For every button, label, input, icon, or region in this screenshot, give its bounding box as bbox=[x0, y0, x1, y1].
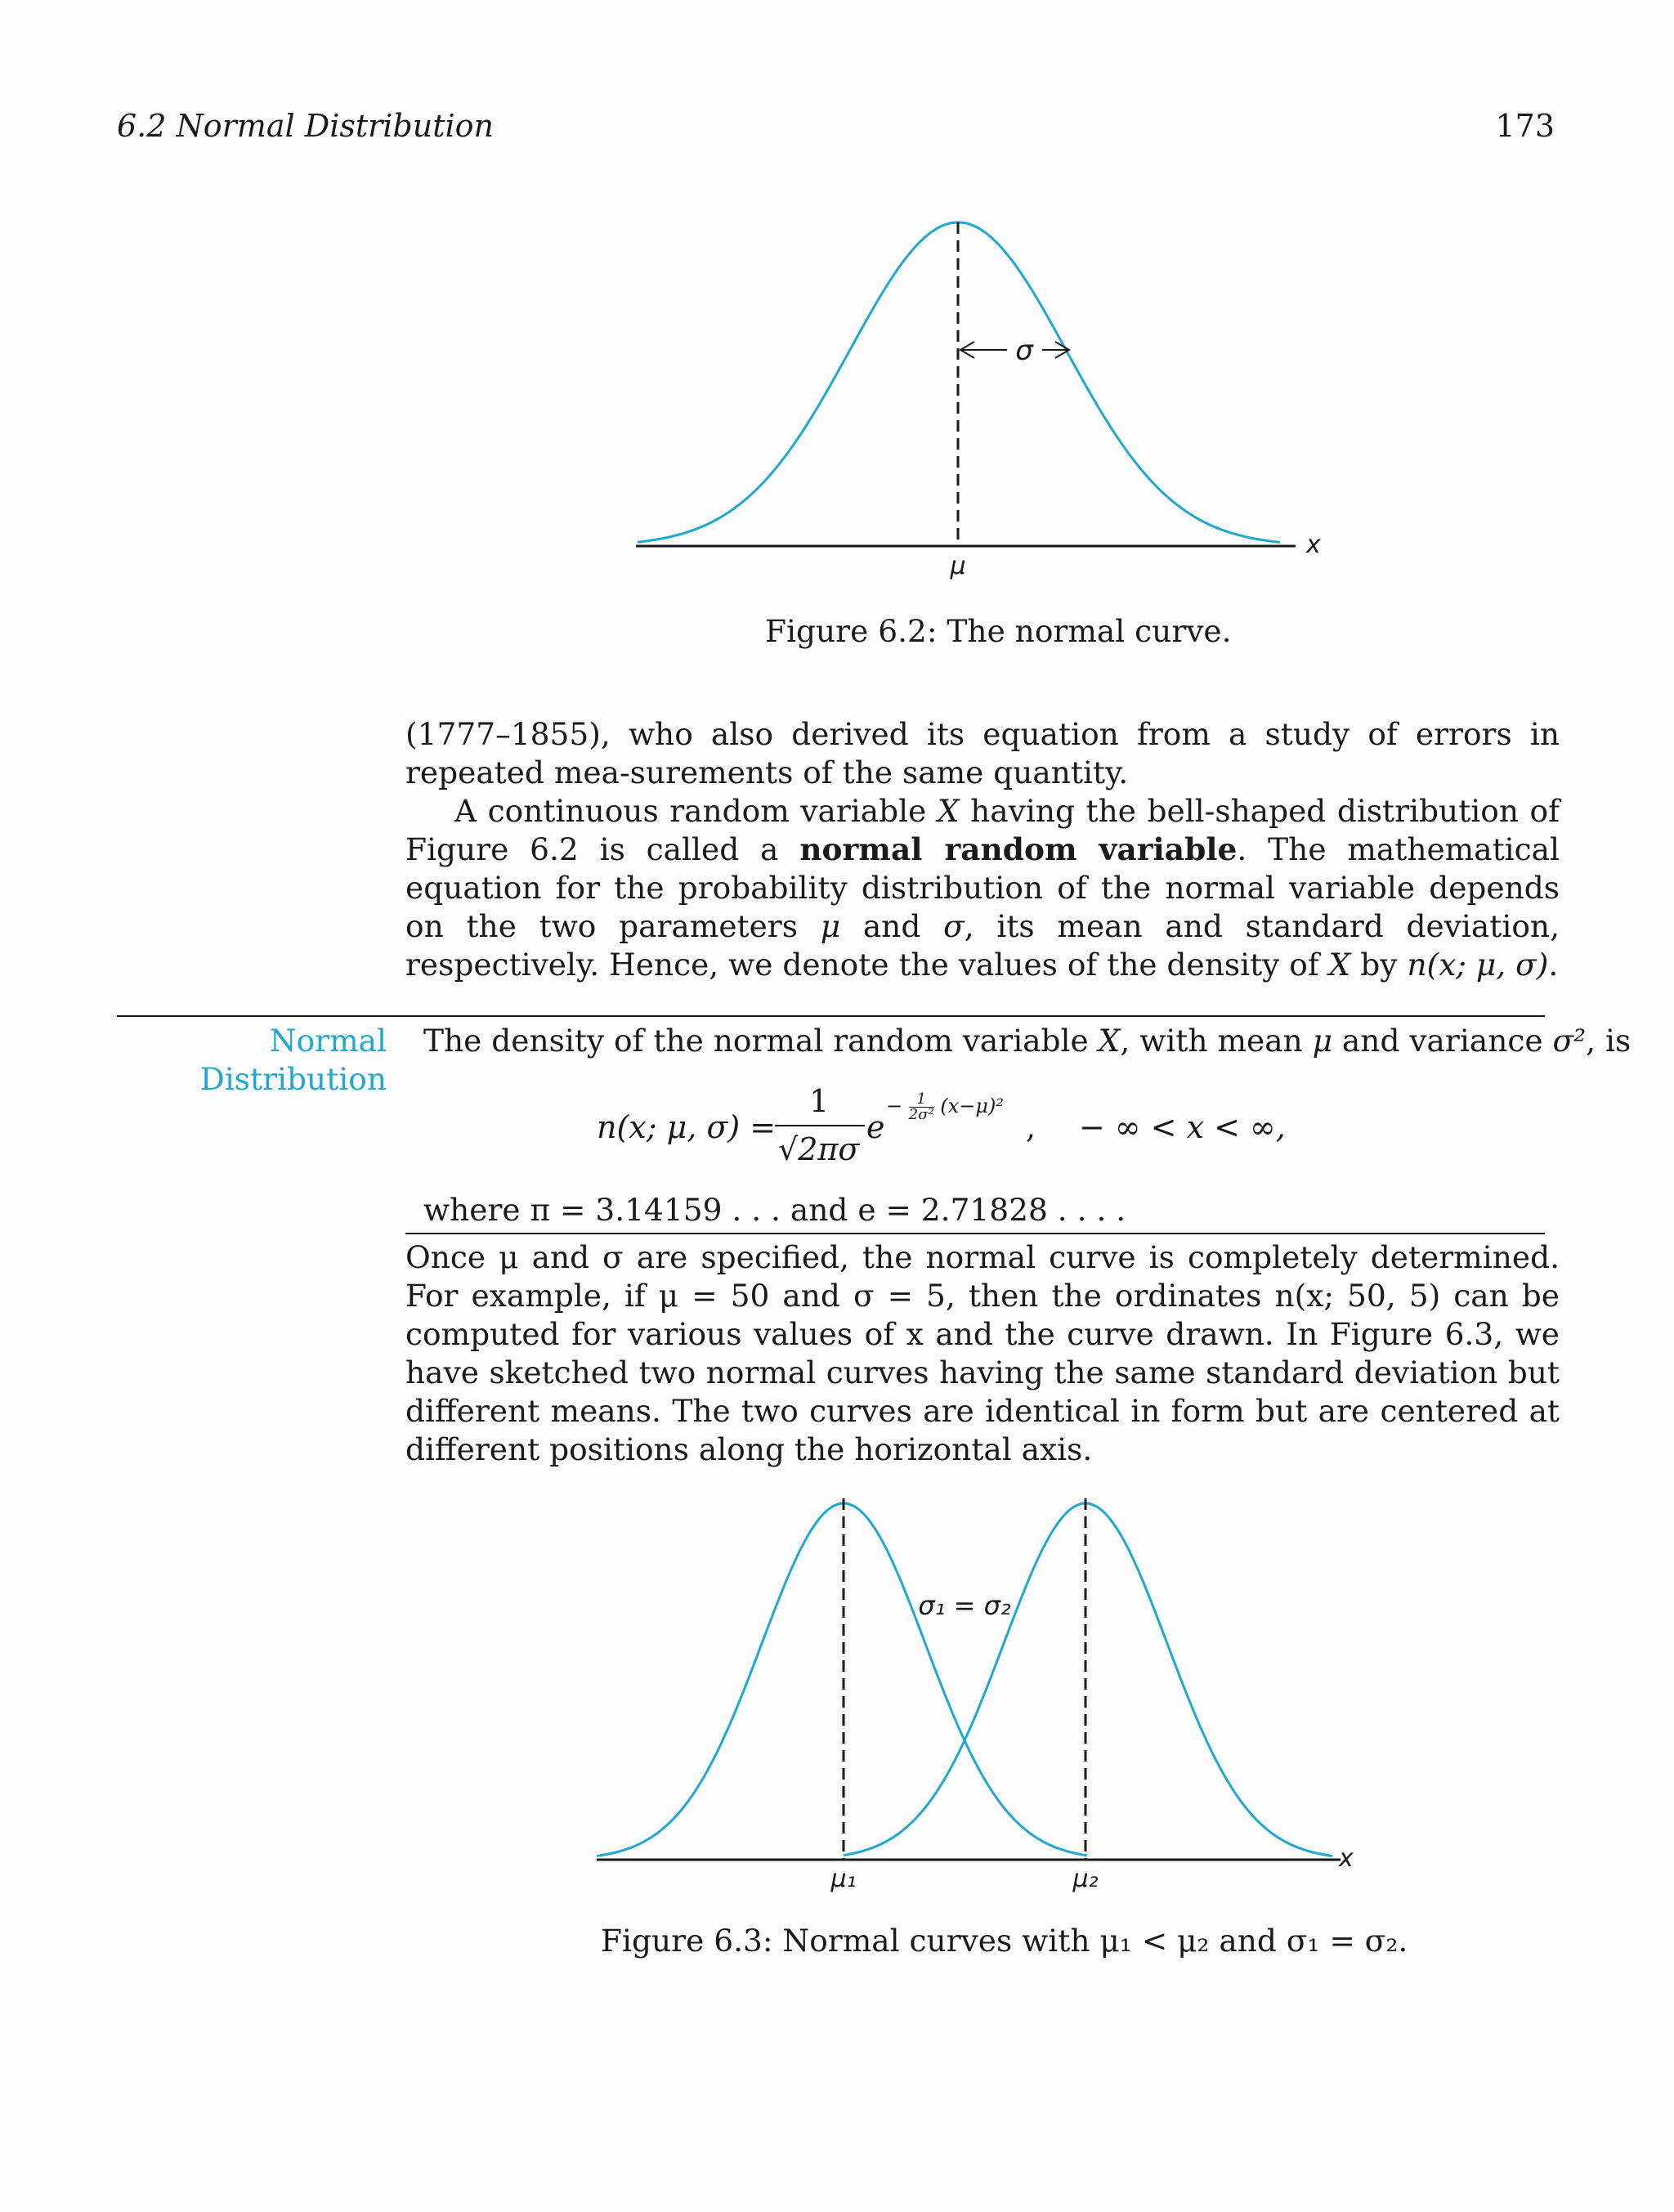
exp-rest: (x−μ)² bbox=[940, 1095, 1004, 1117]
formula-lhs: n(x; μ, σ) = bbox=[597, 1109, 777, 1145]
formula-exponent bbox=[886, 1092, 1004, 1122]
text-run: A continuous random variable bbox=[454, 793, 938, 829]
text-run: and bbox=[840, 908, 944, 944]
running-header-section: 6.2 Normal Distribution bbox=[117, 108, 495, 144]
text-run: . bbox=[1548, 947, 1559, 983]
text-run: having the bell-shaped distribution of Figure 6.2 is called a bbox=[405, 793, 1560, 867]
math-variance: σ² bbox=[1552, 1023, 1587, 1059]
figure-two-normal-curves bbox=[589, 1484, 1373, 1917]
formula-comma: , bbox=[1026, 1109, 1036, 1145]
mu-label: μ bbox=[950, 552, 966, 580]
normal-curve-mu1 bbox=[597, 1503, 1087, 1856]
math-notation: n(x; μ, σ) bbox=[1407, 947, 1549, 983]
mu1-label: μ₁ bbox=[830, 1865, 857, 1893]
math-mu: μ bbox=[820, 908, 841, 944]
figure-normal-curve bbox=[621, 204, 1324, 580]
margin-note-line: Normal bbox=[269, 1023, 387, 1059]
definition-bottom-rule bbox=[405, 1233, 1545, 1234]
exp-frac-num: 1 bbox=[909, 1092, 934, 1108]
text-run: . The mathematical equation for the probability distribution of the normal variable depends on the two parameters bbox=[405, 831, 1560, 944]
paragraph-continuation: (1777–1855), who also derived its equation from a study of errors in repeated mea-surements of the same quantity. bbox=[405, 716, 1560, 790]
fraction-bar bbox=[775, 1125, 865, 1126]
math-X: X bbox=[937, 793, 960, 829]
formula-range: − ∞ < x < ∞, bbox=[1079, 1109, 1286, 1145]
exp-fraction bbox=[909, 1092, 934, 1122]
margin-note-normal-distribution bbox=[200, 1022, 387, 1099]
formula-e: e bbox=[866, 1109, 885, 1145]
x-axis-label: x bbox=[1339, 1844, 1354, 1873]
sigma-label: σ bbox=[1015, 334, 1033, 367]
body-paragraph-2 bbox=[405, 1238, 1560, 1469]
definition-where-line: where π = 3.14159 . . . and e = 2.71828 . . . . bbox=[423, 1192, 1126, 1228]
formula-fraction-denominator: √2πσ bbox=[778, 1131, 860, 1167]
x-axis-label: x bbox=[1306, 531, 1321, 559]
bold-term: normal random variable bbox=[799, 831, 1238, 867]
text-run: , its mean and standard deviation, respectively. Hence, we denote the values of the density of bbox=[405, 908, 1560, 983]
text-run: The density of the normal random variable bbox=[423, 1023, 1099, 1059]
sigma-equal-label: σ₁ = σ₂ bbox=[918, 1590, 1011, 1621]
math-sigma: σ bbox=[943, 908, 965, 944]
paragraph-once-mu-sigma: Once μ and σ are specified, the normal curve is completely determined. For example, if μ = 50 and σ = 5, then the ordinates n(x; 50, 5) can be computed for various values of x and the curve drawn. In Figure 6.3, we have sketched two normal curves having the same standard deviation but different means. The two curves are identical in form but are centered at different positions along the horizontal axis. bbox=[405, 1239, 1560, 1467]
exp-frac-den: 2σ² bbox=[908, 1106, 934, 1123]
mu2-label: μ₂ bbox=[1072, 1865, 1099, 1893]
figure-6-3-caption: Figure 6.3: Normal curves with μ₁ < μ₂ and σ₁ = σ₂. bbox=[601, 1923, 1408, 1959]
formula-fraction-numerator: 1 bbox=[809, 1083, 830, 1119]
text-run: , is bbox=[1586, 1023, 1631, 1059]
text-run: , with mean bbox=[1120, 1023, 1313, 1059]
math-X: X bbox=[1328, 947, 1351, 983]
definition-intro bbox=[423, 1022, 1631, 1060]
text-run: and variance bbox=[1332, 1023, 1553, 1059]
math-mu: μ bbox=[1312, 1023, 1333, 1059]
margin-note-line: Distribution bbox=[199, 1061, 387, 1097]
text-run: by bbox=[1350, 947, 1408, 983]
exp-minus: − bbox=[886, 1095, 903, 1117]
normal-curve-plot bbox=[621, 204, 1324, 580]
figure-6-2-caption: Figure 6.2: The normal curve. bbox=[765, 613, 1232, 649]
paragraph-normal-random-variable bbox=[405, 792, 1560, 984]
body-paragraph-1 bbox=[405, 715, 1560, 984]
two-normal-curves-plot bbox=[589, 1484, 1373, 1917]
math-X: X bbox=[1098, 1023, 1121, 1059]
normal-curve-mu2 bbox=[844, 1503, 1332, 1856]
definition-top-rule bbox=[117, 1015, 1545, 1017]
page-number: 173 bbox=[1495, 108, 1555, 144]
